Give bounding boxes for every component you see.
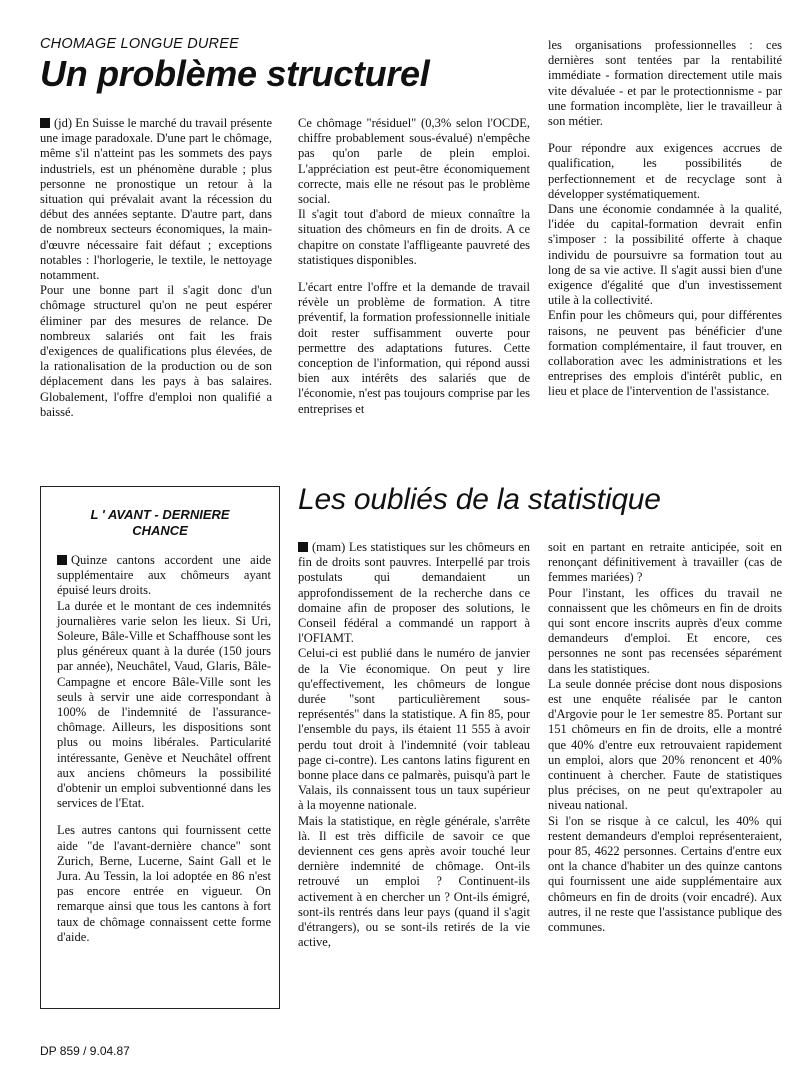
sidebox-frame [40, 486, 280, 1009]
article1-column-3 [548, 38, 782, 400]
paragraph: (jd) En Suisse le marché du travail présente une image paradoxale. D'une part le chômage, même s'il n'atteint pas les sommets des pays industriels, est un phénomène durable ; plus personne ne pronostique un retour à la situation qui prévalait avant la récession du début des années septante. D'autre part, dans de nombreux secteurs économiques, la main-d'œuvre nécessaire fait défaut ; exceptions notables : l'horlogerie, le textile, le nettoyage notamment. [40, 116, 272, 283]
page-footer: DP 859 / 9.04.87 [40, 1044, 130, 1058]
paragraph: Enfin pour les chômeurs qui, pour différentes raisons, ne peuvent pas bénéficier d'une formation complémentaire, il faut trouver, en collaboration avec les administrations et les entreprises des emplois d'intérêt public, en lieu et place de l'intervention de l'assistance. [548, 308, 782, 399]
sidebox-body [57, 553, 271, 945]
bullet-square-icon [57, 555, 67, 565]
paragraph: La durée et le montant de ces indemnités journalières varie selon les lieux. Si Uri, Soleure, Bâle-Ville et Schaffhouse sont les plus généreux quant à la durée (150 jours par année), Neuchâtel, Vaud, Glaris, Bâle-Campagne et encore Bâle-Ville sont les seuls à servir une aide correspondant à 100% de l'indemnité de l'assurance-chômage. Ailleurs, les dispositions sont plus ou moins libérales. Particularité intéressante, Genève et Neuchâtel offrent aux anciens chômeurs la possibilité d'obtenir un emploi subventionné dans les services de l'Etat. [57, 598, 271, 811]
article2-column-2 [548, 540, 782, 935]
paragraph: Dans une économie condamnée à la qualité, l'idée du capital-formation devrait enfin s'imposer : la possibilité offerte à chaque individu de poursuivre sa formation tout au long de sa vie active. Il s'agit aussi bien d'une exigence d'égalité que d'un investissement utile à la collectivité. [548, 202, 782, 308]
bullet-square-icon [40, 118, 50, 128]
paragraph: Ce chômage "résiduel" (0,3% selon l'OCDE, chiffre probablement sous-évalué) n'empêche pas qu'on parle de plein emploi. L'appréciation est peut-être économiquement correcte, mais elle ne résout pas le problème social. [298, 116, 530, 207]
paragraph: Quinze cantons accordent une aide supplémentaire aux chômeurs ayant épuisé leurs droits. [57, 553, 271, 598]
sidebox-title: L ' AVANT - DERNIERE CHANCE [90, 507, 230, 538]
paragraph: Pour répondre aux exigences accrues de qualification, les possibilités de perfectionnement et de recyclage sont à développer systématiquement. [548, 141, 782, 201]
article1-column-1 [40, 116, 272, 420]
bullet-square-icon [298, 542, 308, 552]
paragraph: L'écart entre l'offre et la demande de travail révèle un problème de formation. A titre préventif, la formation professionnelle initiale doit rester suffisamment ouverte pour permettre des adaptations futures. Cette conception de l'information, qui répond aussi bien aux intérêts des salariés que de l'économie, n'est pas toujours comprise par les entreprises et [298, 280, 530, 416]
paragraph: Il s'agit tout d'abord de mieux connaître la situation des chômeurs en fin de droits. A ce chapitre on constate l'affligeante pauvreté des statistiques disponibles. [298, 207, 530, 267]
article1-column-2 [298, 116, 530, 417]
paragraph: (mam) Les statistiques sur les chômeurs en fin de droits sont pauvres. Interpellé par trois postulats qui demandaient un approfondissement de la recherche dans ce domaine afin de proposer des solutions, le Conseil fédéral a commandé un rapport à l'OFIAMT. [298, 540, 530, 646]
paragraph: Pour une bonne part il s'agit donc d'un chômage structurel qu'on ne peut espérer éliminer par des mesures de relance. De nombreux salariés ont fait les frais d'exigences de qualifications plus élevées, de la rationalisation de la production ou de son déplacement dans les pays à bas salaires. Globalement, l'offre d'emploi non qualifié a baissé. [40, 283, 272, 419]
article2-column-1 [298, 540, 530, 950]
paragraph: Mais la statistique, en règle générale, s'arrête là. Il est très difficile de savoir ce que deviennent ces gens après avoir touché leur dernière indemnité de chômage. Ont-ils retrouvé un emploi ? Continuent-ils activement à en chercher un ? Ont-ils émigré, sont-ils rentrés dans leur pays (quand il s'agit d'étrangers), ou se sont-ils retirés de la vie active, [298, 813, 530, 950]
paragraph: soit en partant en retraite anticipée, soit en renonçant définitivement à travailler (cas de femmes mariées) ? [548, 540, 782, 585]
article2-title: Les oubliés de la statistique [298, 483, 661, 516]
paragraph: Pour l'instant, les offices du travail ne connaissent que les chômeurs en fin de droits qui sont encore inscrits auprès d'eux comme demandeurs d'emploi. Et encore, ces personnes ne sont pas recensées séparément dans les statistiques. [548, 585, 782, 676]
article-kicker: CHOMAGE LONGUE DUREE [40, 36, 239, 52]
paragraph: Les autres cantons qui fournissent cette aide "de l'avant-dernière chance" sont Zurich, Berne, Lucerne, Saint Gall et le Jura. Au Tessin, la loi adoptée en 86 n'est pas encore entrée en vigueur. On remarque ainsi que tous les cantons à fort taux de chômage connaissent cette forme d'aide. [57, 823, 271, 944]
article-title: Un problème structurel [40, 53, 430, 94]
paragraph: les organisations professionnelles : ces dernières sont tentées par la rentabilité immédiate - formation directement utile mais vite dévaluée - et par le protectionnisme - par une formation incomplète, lier le travailleur à son métier. [548, 38, 782, 129]
paragraph: La seule donnée précise dont nous disposions est une enquête réalisée par le canton d'Argovie pour le 1er semestre 85. Portant sur 151 chômeurs en fin de droits, elle a montré que 40% d'entre eux retrouvaient rapidement un emploi, alors que 20% renoncent et 40% continuent à chercher. Faute de statistiques plus précises, on ne peut qu'extrapoler au niveau national. [548, 676, 782, 813]
paragraph: Celui-ci est publié dans le numéro de janvier de la Vie économique. On peut y lire qu'effectivement, les chômeurs de longue durée "sont particulièrement sous-représentés" dans la statistique. A fin 85, pour l'ensemble du pays, ils étaient 11 555 à avoir perdu tout droit à l'indemnité (voir tableau page ci-contre). Les cantons latins figurent en bonne place dans ce palmarès, puisqu'à part le Valais, ils connaissent tous un taux supérieur à la moyenne nationale. [298, 646, 530, 813]
paragraph: Si l'on se risque à ce calcul, les 40% qui restent demandeurs d'emploi représenteraient, pour 85, 4622 personnes. Certains d'entre eux ont la chance d'habiter un des quinze cantons qui fournissent une aide supplémentaire aux chômeurs en fin de droits (voir encadré). Aux autres, il ne reste que l'assistance publique des communes. [548, 813, 782, 935]
